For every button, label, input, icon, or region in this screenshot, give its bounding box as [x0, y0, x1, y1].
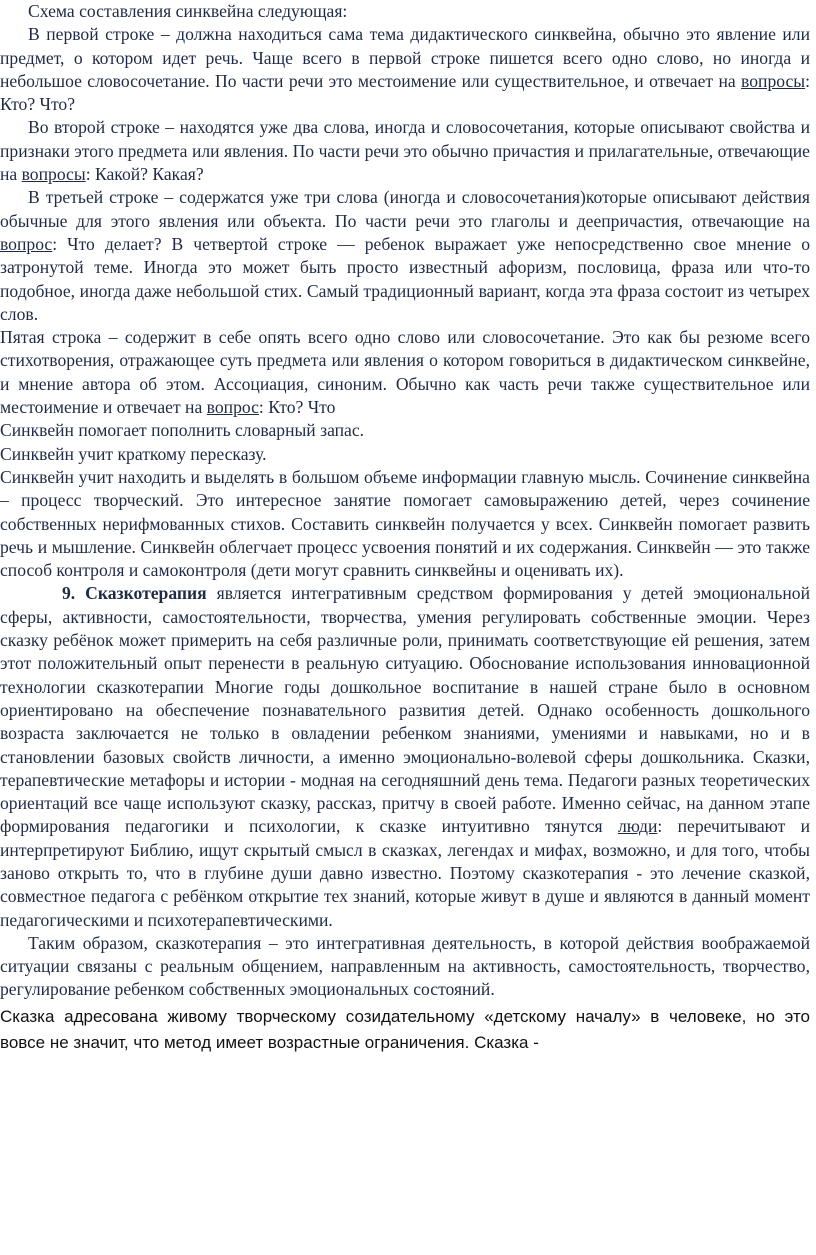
paragraph-scheme-intro: Схема составления синквейна следующая:	[28, 1, 348, 21]
paragraph-text: В первой строке – должна находиться сама тема дидактического синквейна, обычно это явление или предмет, о котором идет речь. Чаще всего в первой строке пишется всего одно слово, но иногда и небольшое словосочетание. По части речи это местоимение или существительное, и отвечает на	[0, 24, 810, 91]
paragraph-text: Пятая строка – содержит в себе опять всего одно слово или словосочетание. Это как бы резюме всего стихотворения, отражающее суть предмета или явления о котором говориться в дидактическом синквейне, и мнение автора об этом. Ассоциация, синоним. Обычно как часть речи также существительное или местоимение и отвечает на	[0, 327, 810, 418]
paragraph-text: Во второй строке – находятся уже два слова, иногда и словосочетания, которые описывают свойства и признаки этого предмета или явления. По части речи это обычно причастия и прилагательные, отвечающие на	[0, 117, 810, 185]
paragraph-text: : перечитывают и интерпретируют Библию, ищут скрытый смысл в сказках, легендах и мифах, возможно, и для того, чтобы заново открыть то, что в глубине души давно известно. Поэтому сказкотерапия - это лечение сказкой, совместное педагога с ребёнком открытие тех знаний, которые живут в душе и являются в данный момент педагогическими и психотерапевтическими.	[0, 816, 810, 930]
questions-link[interactable]: вопросы	[21, 164, 86, 185]
paragraph-fairy-tale-address: Сказка адресована живому творческому созидательному «детскому началу» в человеке, но это вовсе не значит, что метод имеет возрастные ограничения. Сказка -	[0, 1006, 810, 1052]
paragraph-text: : Кто? Что?	[0, 70, 810, 115]
paragraph-fifth-line	[0, 326, 810, 419]
paragraph-text: : Что делает? В четвертой строке — ребенок выражает уже непосредственно свое мнение о затронутой теме. Иногда это может быть просто известный афоризм, пословица, фраза или что-то подобное, иногда даже небольшой стих. Самый традиционный вариант, когда эта фраза состоит из четырех слов.	[0, 233, 810, 324]
question-link[interactable]: вопрос	[206, 397, 259, 418]
paragraph-second-line	[0, 116, 810, 186]
paragraph-main-idea: Синквейн учит находить и выделять в большом объеме информации главную мысль. Сочинение синквейна – процесс творческий. Это интересное занятие помогает самовыражению детей, через сочинение собственных нерифмованных стихов. Составить синквейн получается у всех. Синквейн помогает развить речь и мышление. Синквейн облегчает процесс усвоения понятий и их содержания. Синквейн — это также способ контроля и самоконтроля (дети могут сравнить синквейны и оценивать их).	[0, 466, 810, 581]
paragraph-text: является интегративным средством формирования у детей эмоциональной сферы, активности, самостоятельности, творчества, умения регулировать собственные эмоции. Через сказку ребёнок может примерить на себя различные роли, принимать соответствующие ей решения, затем этот положительный опыт перенести в реальную ситуацию. Обоснование использования инновационной технологии сказкотерапии Многие годы дошкольное воспитание в нашей стране было в основном ориентировано на обеспечение познавательного развития детей. Однако особенность дошкольного возраста заключается не только в овладении ребенком знаниями, умениями и навыками, но и в становлении базовых свойств личности, а именно эмоционально-волевой сферы дошкольника. Сказки, терапевтические метафоры и истории - модная на сегодняшний день тема. Педагоги разных теоретических ориентаций все чаще используют сказку, рассказ, притчу в своей работе. Именно сейчас, на данном этапе формирования педагогики и психологии, к сказке интуитивно тянутся	[0, 583, 810, 837]
people-link[interactable]: люди	[617, 816, 658, 837]
paragraph-fairy-tale-therapy	[0, 582, 810, 931]
question-link[interactable]: вопрос	[0, 233, 53, 254]
paragraph-text: В третьей строке – содержатся уже три слова (иногда и словосочетания)которые описывают действия обычные для этого явления или объекта. По части речи это глаголы и деепричастия, отвечающие на	[0, 187, 810, 231]
paragraph-conclusion: Таким образом, сказкотерапия – это интегративная деятельность, в которой действия воображаемой ситуации связаны с реальным общением, направленным на активность, самостоятельность, творчество, регулирование ребенком собственных эмоциональных состояний.	[0, 932, 810, 1000]
section-heading: 9. Сказкотерапия	[62, 583, 207, 604]
paragraph-first-line	[0, 23, 810, 116]
paragraph-retelling: Синквейн учит краткому пересказу.	[0, 443, 267, 464]
paragraph-text: : Кто? Что	[258, 397, 336, 418]
paragraph-text: : Какой? Какая?	[85, 164, 204, 185]
paragraph-third-line	[0, 186, 810, 326]
questions-link[interactable]: вопросы	[741, 70, 806, 91]
paragraph-vocabulary: Синквейн помогает пополнить словарный запас.	[0, 420, 365, 441]
